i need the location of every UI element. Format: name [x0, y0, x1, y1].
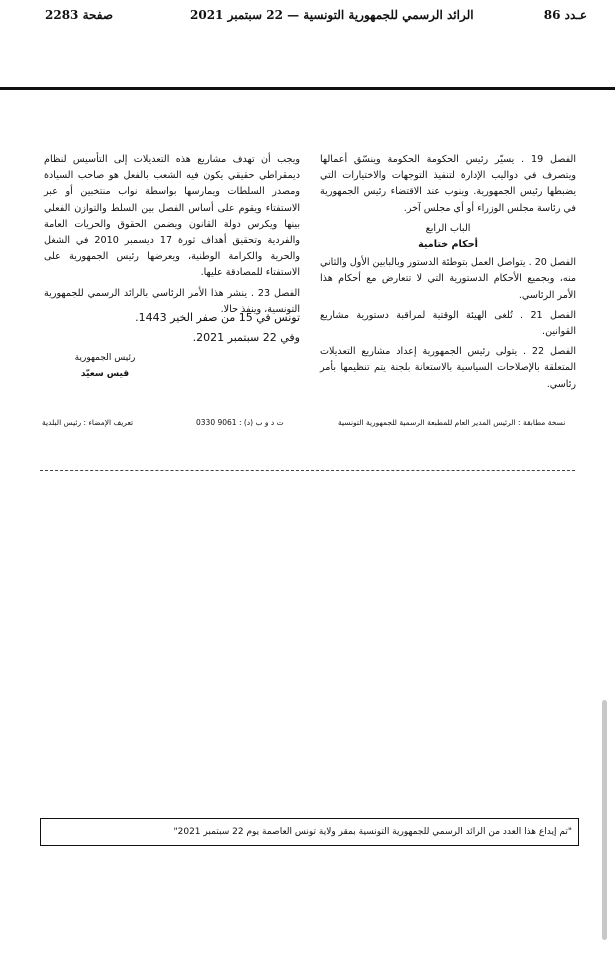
footer-signer: تعريف الإمضاء : رئيس البلدية [42, 418, 134, 427]
right-column [320, 152, 576, 393]
article-20: الفصل 20 . يتواصل العمل بتوطئة الدستور وبالبابين الأول والثاني منه، وبجميع الأحكام الدستورية التي لا تتعارض مع أحكام هذا الأمر الرئاسي. [320, 257, 576, 301]
deposit-notice-text: "تم إيداع هذا العدد من الرائد الرسمي للجمهورية التونسية بمقر ولاية تونس العاصمة يوم 22 سبتمبر 2021" [173, 827, 572, 837]
chapter-title: أحكام ختامية [418, 239, 478, 251]
paragraph-amendments: ويجب أن تهدف مشاريع هذه التعديلات إلى التأسيس لنظام ديمقراطي حقيقي يكون فيه الشعب بالفعل هو صاحب السيادة ومصدر السلطات ويمارسها بواسطة نواب منتخبين أو عبر الاستفتاء ويقوم على أساس الفصل بين السلط والتوازن الفعلي بينها ويكرس دولة القانون ويضمن الحقوق والحريات العامة والفردية وتحقيق أهداف ثورة 17 ديسمبر 2010 في الشغل والحرية والكرامة الوطنية، ويعرضها رئيس الجمهورية على الاستفتاء للمصادقة عليها. [44, 154, 300, 279]
article-21: الفصل 21 . تُلغى الهيئة الوقتية لمراقبة دستورية مشاريع القوانين. [320, 309, 576, 338]
footer-divider [40, 470, 575, 471]
issue-number: عـدد 86 [543, 8, 587, 22]
date-block [120, 308, 300, 348]
signature-name: قيس سعيّد [80, 369, 130, 379]
article-22: الفصل 22 . يتولى رئيس الجمهورية إعداد مشاريع التعديلات المتعلقة بالإصلاحات السياسية بالاستعانة بلجنة يتم تنظيمها بأمر رئاسي. [320, 346, 577, 390]
footer-code: ت د و ب (د) : 9061 0330 [196, 418, 284, 427]
date-gregorian: وفي 22 سبتمبر 2021. [192, 331, 300, 344]
article-23: الفصل 23 . ينشر هذا الأمر الرئاسي بالرائد الرسمي للجمهورية التونسية، وينفذ حالا. [44, 287, 301, 315]
footer-certified: نسخة مطابقة : الرئيس المدير العام للمطبعة الرسمية للجمهورية التونسية [338, 418, 566, 427]
header-rule [0, 87, 615, 90]
deposit-notice [40, 818, 579, 846]
scrollbar[interactable] [602, 700, 607, 940]
signature-title: رئيس الجمهورية [74, 353, 136, 363]
left-column [44, 152, 300, 318]
chapter-number: الباب الرابع [425, 222, 471, 234]
page-number: صفحة 2283 [45, 8, 114, 22]
date-hijri: تونس في 15 من صفر الخير 1443. [135, 311, 300, 324]
article-19: الفصل 19 . يسيّر رئيس الحكومة الحكومة وينسّق أعمالها ويتصرف في دواليب الإدارة لتنفيذ التوجهات والاختيارات التي يضبطها رئيس الجمهورية. وينوب عند الاقتضاء رئيس الجمهورية في رئاسة مجلس الوزراء أو أي مجلس آخر. [320, 154, 577, 214]
journal-title: الرائد الرسمي للجمهورية التونسية — 22 سبتمبر 2021 [190, 8, 474, 22]
signature-block [60, 350, 150, 382]
